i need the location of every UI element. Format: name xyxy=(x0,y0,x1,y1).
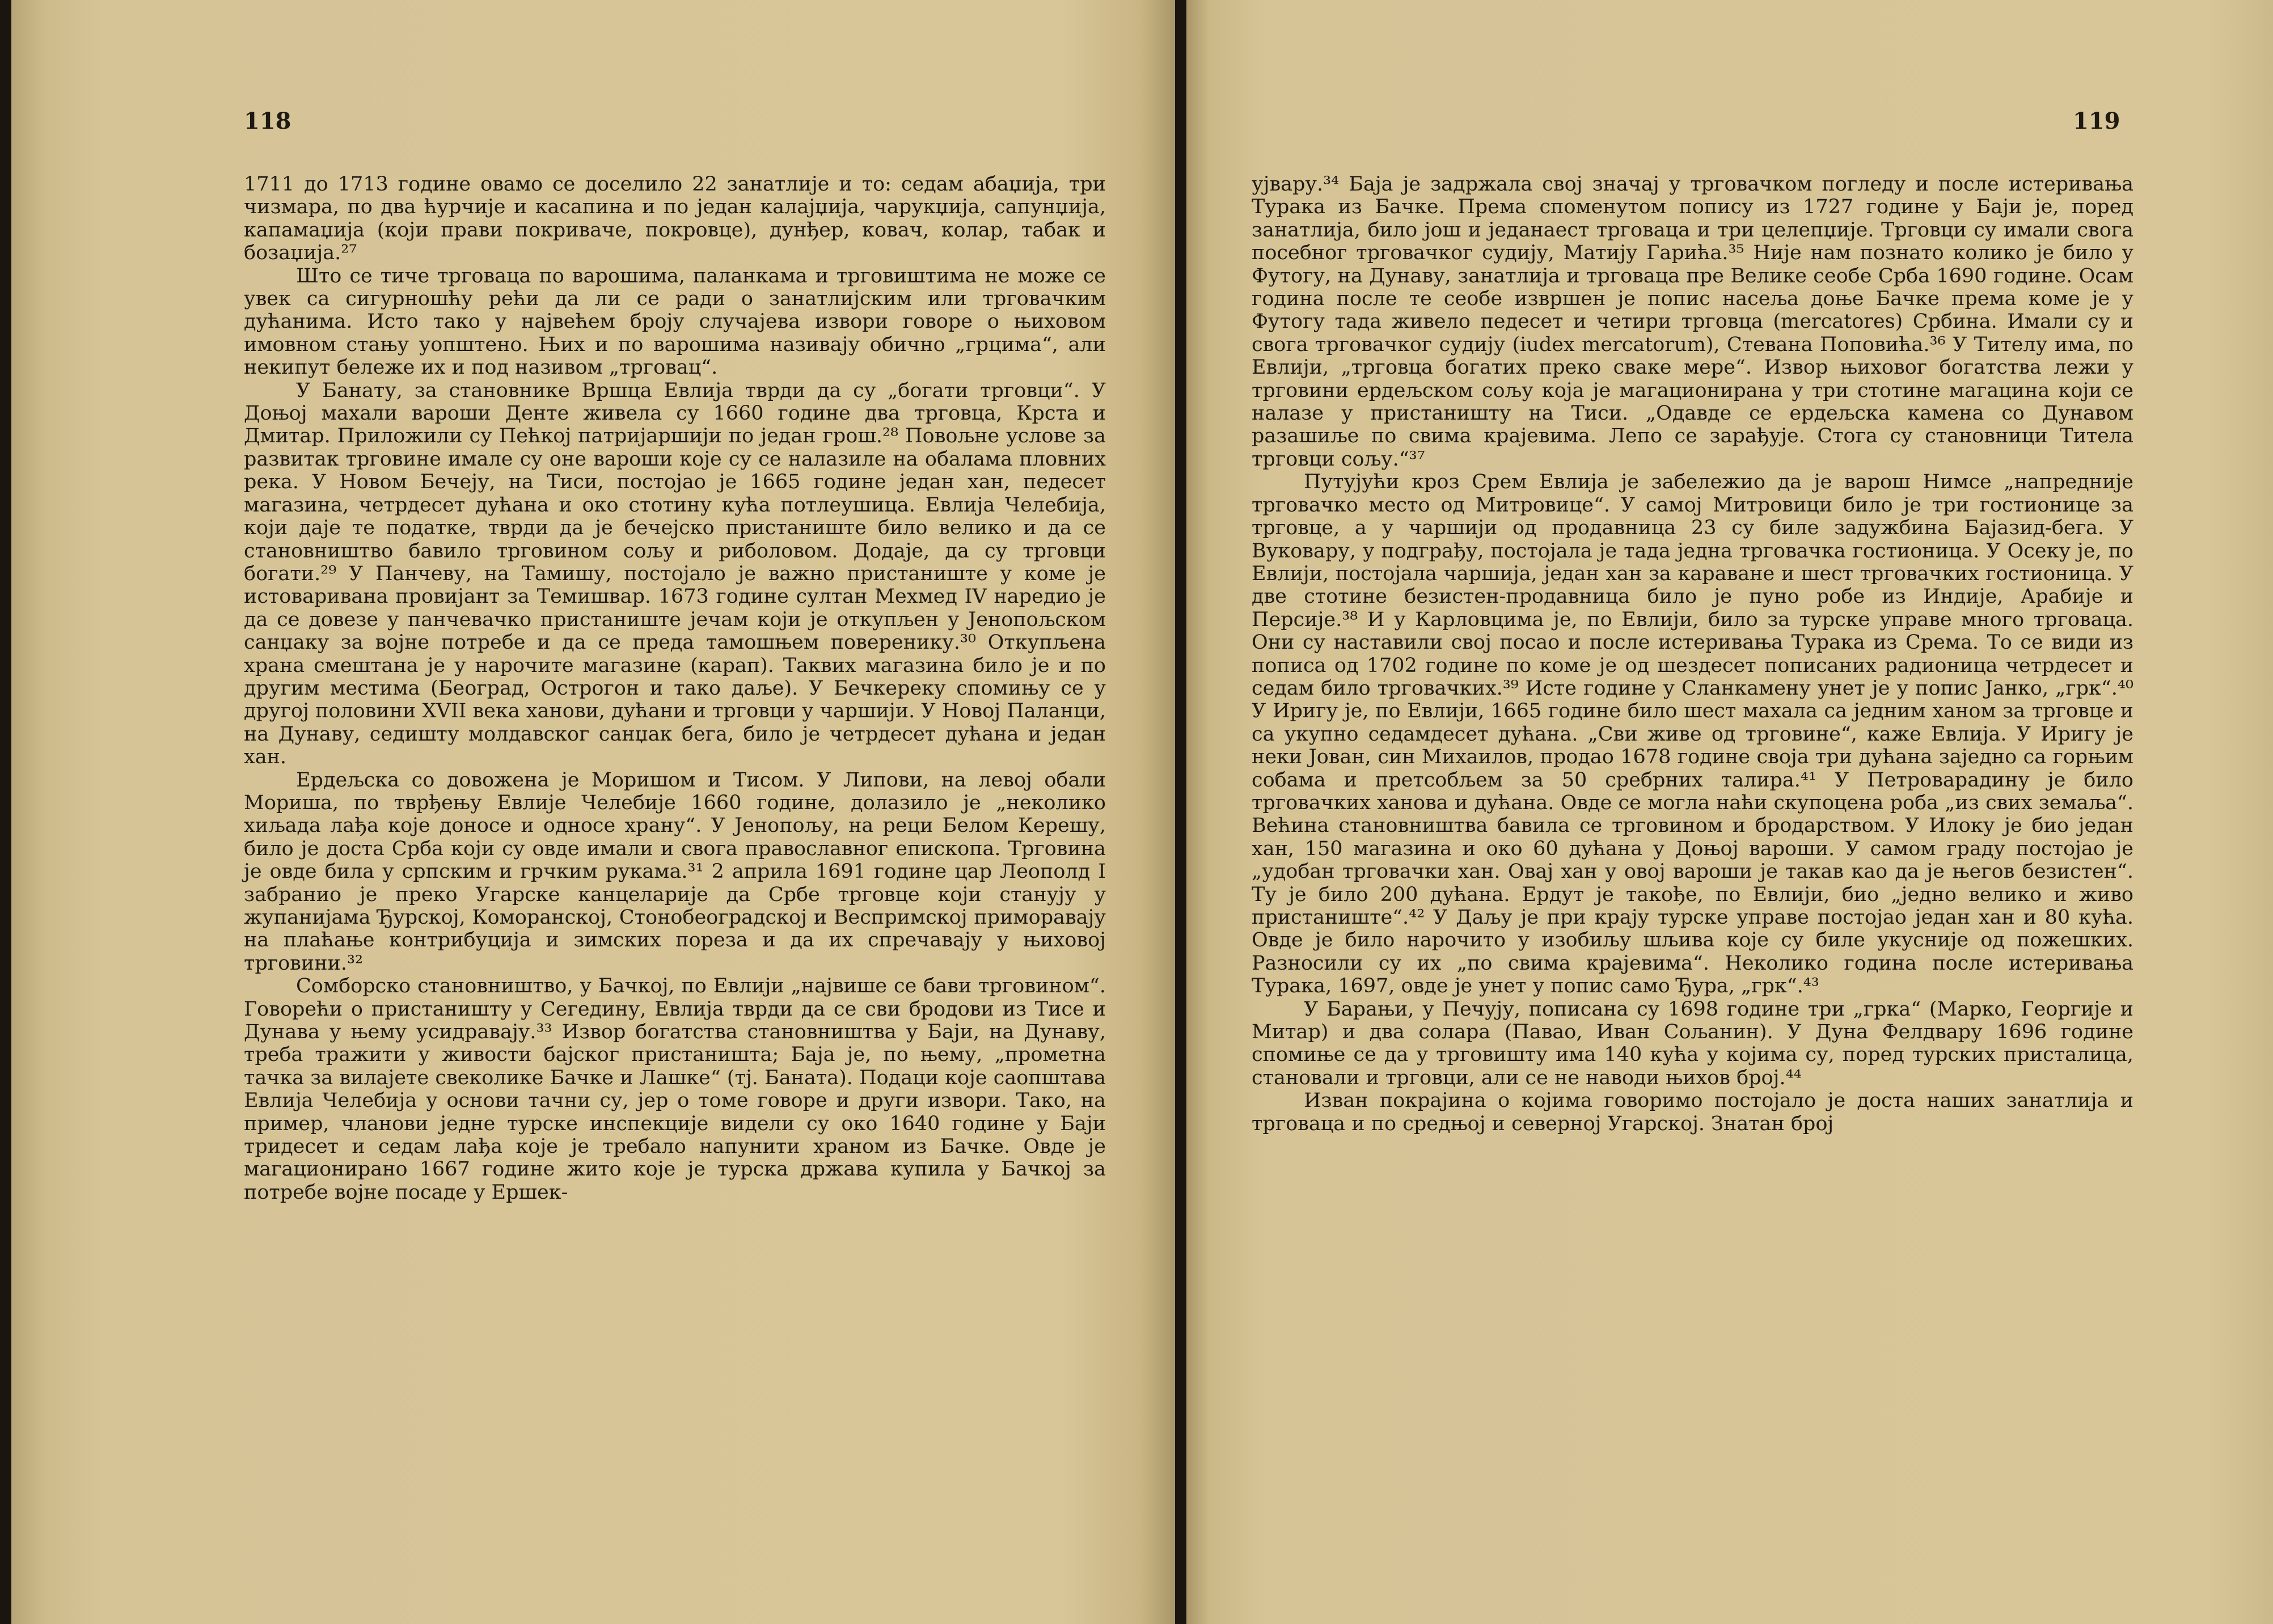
left-page xyxy=(11,0,1175,1624)
paragraph: У Барањи, у Печују, пописана су 1698 године три „грка“ (Марко, Георгије и Митар) и два солара (Павао, Иван Сољанин). У Дуна Фелдвару 1696 године спомиње се да у трговишту има 140 кућа у којима су, поред турских присталица, становали и трговци, али се не наводи њихов број.⁴⁴ xyxy=(1252,997,2133,1089)
paragraph: 1711 до 1713 године овамо се доселило 22 занатлије и то: седам абаџија, три чизмара, по два ћурчије и касапина и по један калајџија, чарукџија, сапунџија, капамаџија (који прави покриваче, покровце), дунђер, ковач, колар, табак и бозаџија.²⁷ xyxy=(244,173,1106,265)
paragraph: Ердељска со довожена је Моришом и Тисом. У Липови, на левој обали Мориша, по тврђењу Евлије Челебије 1660 године, долазило је „неколико хиљада лађа које доносе и односе храну“. У Јенопољу, на реци Белом Керешу, било је доста Срба који су овде имали и свога православног епископа. Трговина је овде била у српским и грчким рукама.³¹ 2 априла 1691 године цар Леополд I забранио је преко Угарске канцеларије да Србе трговце који станују у жупанијама Ђурској, Коморанској, Стонобеоградској и Веспримској приморавају на плаћање контрибуција и зимских пореза и да их спречавају у њиховој трговини.³² xyxy=(244,768,1106,975)
paragraph: Што се тиче трговаца по варошима, паланкама и трговиштима не може се увек са сигурношћу рећи да ли се ради о занатлијским или трговачким дућанима. Исто тако у највећем броју случајева извори говоре о њиховом имовном стању уопштено. Њих и по варошима називају обично „грцима“, али некипут бележе их и под називом „трговац“. xyxy=(244,264,1106,379)
paragraph: ујвару.³⁴ Баја је задржала свој значај у трговачком погледу и после истеривања Турака из Бачке. Према споменутом попису из 1727 године у Баји је, поред занатлија, било још и једанаест трговаца и три целепџије. Трговци су имали свога посебног трговачког судију, Матију Гарића.³⁵ Није нам познато колико је било у Футогу, на Дунаву, занатлија и трговаца пре Велике сеобе Срба 1690 године. Осам година после те сеобе извршен је попис насеља доње Бачке према коме је у Футогу тада живело педесет и четири трговца (mercatores) Србина. Имали су и свога трговачког судију (iudex mercatorum), Стевана Поповића.³⁶ У Тителу има, по Евлији, „трговца богатих преко сваке мере“. Извор њиховог богатства лежи у трговини ердељском сољу која је магационирана у три стотине магацина који се налазе у пристаништу на Тиси. „Одавде се ердељска камена со Дунавом разашиље по свима крајевима. Лепо се зарађује. Стога су становници Титела трговци сољу.“³⁷ xyxy=(1252,173,2133,471)
right-page xyxy=(1186,0,2273,1624)
page-number-right: 119 xyxy=(2073,108,2120,134)
page-number-left: 118 xyxy=(244,108,291,134)
paragraph: Путујући кроз Срем Евлија је забележио да је варош Нимсе „напредније трговачко место од Митровице“. У самој Митровици било је три гостионице за трговце, а у чаршији од продавница 23 су биле задужбина Бајазид-бега. У Вуковару, у подграђу, постојала је тада једна трговачка гостионица. У Осеку је, по Евлији, постојала чаршија, један хан за караване и шест трговачких гостионица. У две стотине безистен-продавница било је пуно робе из Индије, Арабије и Персије.³⁸ И у Карловцима је, по Евлији, било за турске управе много трговаца. Они су наставили свој посао и после истеривања Турака из Срема. То се види из пописа од 1702 године по коме је од шездесет пописаних радионица четрдесет и седам било трговачких.³⁹ Исте године у Сланкамену унет је у попис Јанко, „грк“.⁴⁰ У Иригу је, по Евлији, 1665 године било шест махала са једним ханом за трговце и са укупно седамдесет дућана. „Сви живе од трговине“, каже Евлија. У Иригу је неки Јован, син Михаилов, продао 1678 године своја три дућана заједно са горњим собама и претсобљем за 50 сребрних талира.⁴¹ У Петроварадину је било трговачких ханова и дућана. Овде се могла наћи скупоцена роба „из свих земаља“. Већина становништва бавила се трговином и бродарством. У Илоку је био један хан, 150 магазина и око 60 дућана у Доњој вароши. У самом граду постојао је „удобан трговачки хан. Овај хан у овој вароши је такав као да је његов безистен“. Ту је било 200 дућана. Ердут је такође, по Евлији, био „једно велико и живо пристаниште“.⁴² У Даљу је при крају турске управе постојао један хан и 80 кућа. Овде је било нарочито у изобиљу шљива које су биле укусније од пожешких. Разносили су их „по свима крајевима“. Неколико година после истеривања Турака, 1697, овде је унет у попис само Ђура, „грк“.⁴³ xyxy=(1252,471,2133,998)
left-page-text xyxy=(244,173,1106,1204)
right-page-text xyxy=(1252,173,2133,1135)
paragraph: Сомборско становништво, у Бачкој, по Евлији „највише се бави трговином“. Говорећи о пристаништу у Сегедину, Евлија тврди да се сви бродови из Тисе и Дунава у њему усидравају.³³ Извор богатства становништва у Баји, на Дунаву, треба тражити у живости бајског пристаништа; Баја је, по њему, „прометна тачка за вилајете свеколике Бачке и Лашке“ (тј. Баната). Подаци које саопштава Евлија Челебија у основи тачни су, јер о томе говоре и други извори. Тако, на пример, чланови једне турске инспекције видели су око 1640 године у Баји тридесет и седам лађа које је требало напунити храном из Бачке. Овде је магационирано 1667 године жито које је турска држава купила у Бачкој за потребе војне посаде у Ершек- xyxy=(244,975,1106,1204)
paragraph: Изван покрајина о којима говоримо постојало је доста наших занатлија и трговаца и по средњој и северној Угарској. Знатан број xyxy=(1252,1089,2133,1135)
paragraph: У Банату, за становнике Вршца Евлија тврди да су „богати трговци“. У Доњој махали вароши Денте живела су 1660 године два трговца, Крста и Дмитар. Приложили су Пећкој патријаршији по један грош.²⁸ Повољне услове за развитак трговине имале су оне вароши које су се налазиле на обалама пловних река. У Новом Бечеју, на Тиси, постојао је 1665 године један хан, педесет магазина, четрдесет дућана и око стотину кућа потлеушица. Евлија Челебија, који даје те податке, тврди да је бечејско пристаниште било велико и да се становништво бавило трговином сољу и риболовом. Додаје, да су трговци богати.²⁹ У Панчеву, на Тамишу, постојало је важно пристаниште у коме је истоваривана провијант за Темишвар. 1673 године султан Мехмед IV наредио је да се довезе у панчевачко пристаниште јечам који је откупљен у Јенопољском санџаку за војне потребе и да се преда тамошњем поверенику.³⁰ Откупљена храна смештана је у нарочите магазине (карап). Таквих магазина било је и по другим местима (Београд, Острогон и тако даље). У Бечкереку спомињу се у другој половини XVII века ханови, дућани и трговци у чаршији. У Новој Паланци, на Дунаву, седишту молдавског санџак бега, било је четрдесет дућана и један хан. xyxy=(244,379,1106,769)
